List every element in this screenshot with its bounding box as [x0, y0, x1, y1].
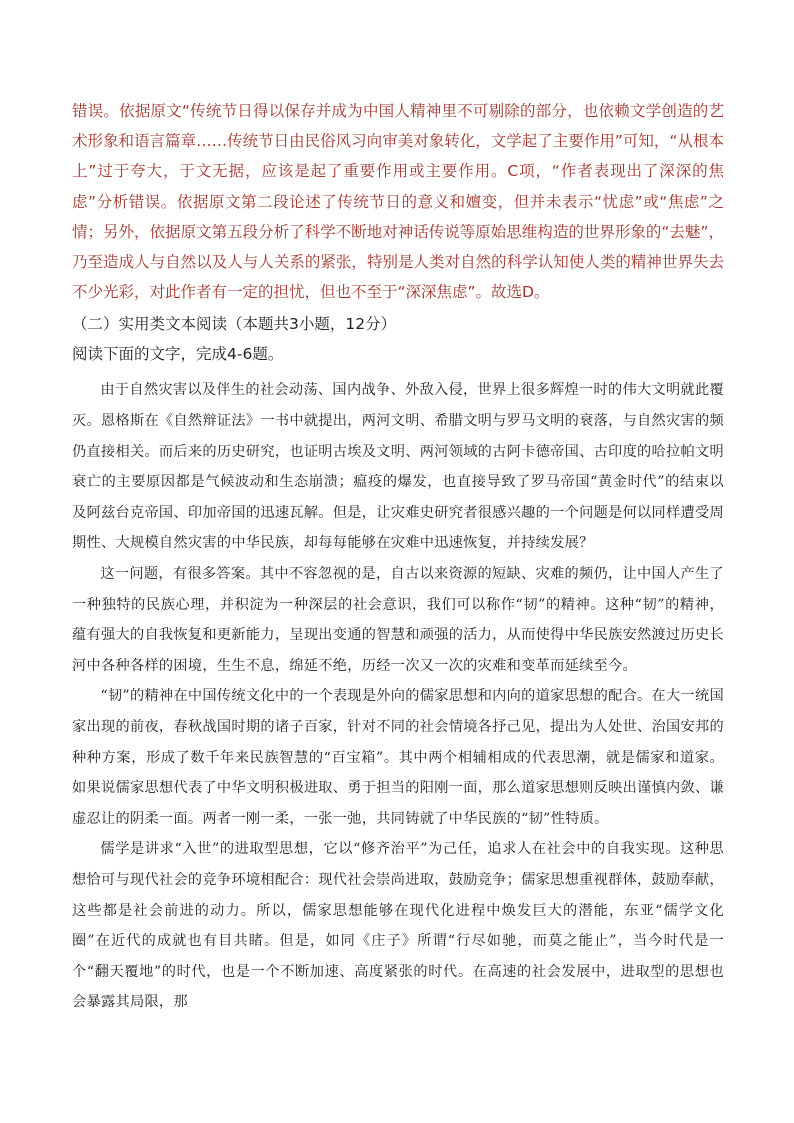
reading-instruction: 阅读下面的文字，完成4-6题。	[72, 345, 284, 364]
passage-paragraph-3: “韧”的精神在中国传统文化中的一个表现是外向的儒家思想和内向的道家思想的配合。在大一统国家出现的前夜，春秋战国时期的诸子百家，针对不同的社会情境各抒己见，提出为人处世、治国安邦的种种方案，形成了数千年来民族智慧的“百宝箱”。其中两个相辅相成的代表思潮，就是儒家和道家。如果说儒家思想代表了中华文明积极进取、勇于担当的阳刚一面，那么道家思想则反映出谨慎内敛、谦虚忍让的阴柔一面。两者一刚一柔，一张一弛，共同铸就了中华民族的“韧”性特质。	[72, 688, 724, 827]
reading-passage	[72, 375, 724, 1017]
document-page	[72, 96, 724, 1018]
passage-paragraph-1: 由于自然灾害以及伴生的社会动荡、国内战争、外敌入侵，世界上很多辉煌一时的伟大文明就此覆灭。恩格斯在《自然辩证法》一书中就提出，两河文明、希腊文明与罗马文明的衰落，与自然灾害的频仍直接相关。而后来的历史研究，也证明古埃及文明、两河领域的古阿卡德帝国、古印度的哈拉帕文明衰亡的主要原因都是气候波动和生态崩溃；瘟疫的爆发，也直接导致了罗马帝国“黄金时代”的结束以及阿兹台克帝国、印加帝国的迅速瓦解。但是，让灾难史研究者很感兴趣的一个问题是何以同样遭受周期性、大规模自然灾害的中华民族，却每每能够在灾难中迅速恢复，并持续发展？	[72, 382, 724, 552]
passage-paragraph-2: 这一问题，有很多答案。其中不容忽视的是，自古以来资源的短缺、灾难的频仍，让中国人产生了一种独特的民族心理，并积淀为一种深层的社会意识，我们可以称作“韧”的精神。这种“韧”的精神，蕴有强大的自我恢复和更新能力，呈现出变通的智慧和顽强的活力，从而使得中华民族安然渡过历史长河中各种各样的困境，生生不息，绵延不绝，历经一次又一次的灾难和变革而延续至今。	[72, 565, 724, 674]
passage-paragraph-4: 儒学是讲求“入世”的进取型思想，它以“修齐治平”为己任，追求人在社会中的自我实现。这种思想恰可与现代社会的竞争环境相配合：现代社会崇尚进取，鼓励竞争；儒家思想重视群体，鼓励奉献，这些都是社会前进的动力。所以，儒家思想能够在现代化进程中焕发巨大的潜能，东亚“儒学文化圈”在近代的成就也有目共睹。但是，如同《庄子》所谓“行尽如驰，而莫之能止”，当今时代是一个“翻天覆地”的时代，也是一个不断加速、高度紧张的时代。在高速的社会发展中，进取型的思想也会暴露其局限，那	[72, 841, 724, 1011]
section-title: （二）实用类文本阅读（本题共3小题，12分）	[72, 315, 397, 334]
answer-explanation: 错误。依据原文“传统节日得以保存并成为中国人精神里不可剔除的部分，也依赖文学创造的艺术形象和语言篇章……传统节日由民俗风习向审美对象转化，文学起了主要作用”可知，“从根本上”过于夸大，于文无据，应该是起了重要作用或主要作用。C项，“作者表现出了深深的焦虑”分析错误。依据原文第二段论述了传统节日的意义和嬗变，但并未表示“忧虑”或“焦虑”之情；另外，依据原文第五段分析了科学不断地对神话传说等原始思维构造的世界形象的“去魅”，乃至造成人与自然以及人与人关系的紧张，特别是人类对自然的科学认知使人类的精神世界失去不少光彩，对此作者有一定的担忧，但也不至于“深深焦虑”。故选D。	[72, 102, 724, 302]
